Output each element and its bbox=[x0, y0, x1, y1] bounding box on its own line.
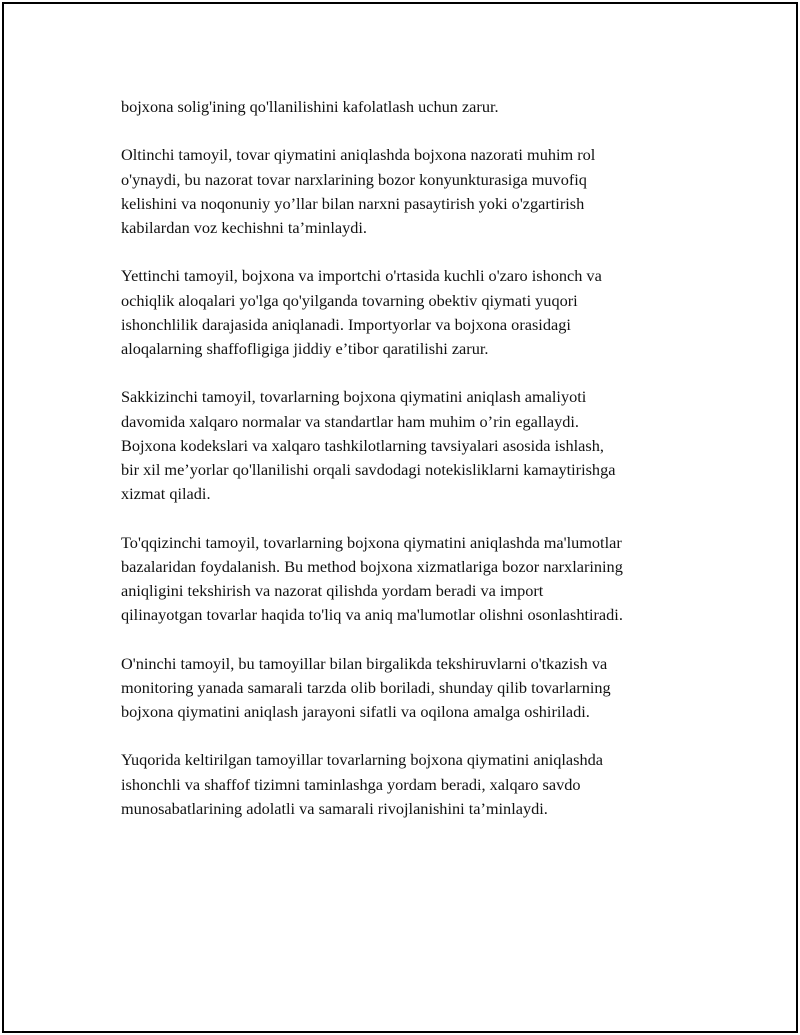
text-line: kabilardan voz kechishni ta’minlaydi. bbox=[121, 218, 367, 237]
paragraph-continuation bbox=[121, 95, 701, 119]
paragraph-principle-10 bbox=[121, 652, 701, 725]
text-line: Yettinchi tamoyil, bojxona va importchi o'rtasida kuchli o'zaro ishonch va bbox=[121, 266, 602, 286]
document-body bbox=[121, 95, 701, 845]
text-line: xizmat qiladi. bbox=[121, 484, 211, 504]
text-line: munosabatlarining adolatli va samarali rivojlanishini ta’minlaydi. bbox=[121, 798, 548, 818]
text-line: davomida xalqaro normalar va standartlar ham muhim o’rin egallaydi. bbox=[121, 411, 579, 431]
paragraph-principle-7 bbox=[121, 264, 701, 361]
text-line: Oltinchi tamoyil, tovar qiymatini aniqlashda bojxona nazorati muhim rol bbox=[121, 145, 596, 165]
text-line: Yuqorida keltirilgan tamoyillar tovarlarning bojxona qiymatini aniqlashda bbox=[121, 750, 603, 770]
text-line: bojxona qiymatini aniqlash jarayoni sifatli va oqilona amalga oshiriladi. bbox=[121, 702, 590, 721]
text-line: kelishini va noqonuniy yo’llar bilan narxni pasaytirish yoki o'zgartirish bbox=[121, 193, 585, 213]
text-line: aniqligini tekshirish va nazorat qilishda yordam beradi va import bbox=[121, 581, 544, 600]
text-line: ishonchlilik darajasida aniqlanadi. Importyorlar va bojxona orasidagi bbox=[121, 314, 571, 334]
text-line: qilinayotgan tovarlar haqida to'liq va aniq ma'lumotlar olishni osonlashtiradi. bbox=[121, 605, 623, 625]
paragraph-principle-6 bbox=[121, 143, 701, 240]
text-line: aloqalarning shaffofligiga jiddiy e’tibor qaratilishi zarur. bbox=[121, 339, 489, 358]
paragraph-principle-8 bbox=[121, 385, 701, 506]
text-line: Sakkizinchi tamoyil, tovarlarning bojxona qiymatini aniqlash amaliyoti bbox=[121, 387, 587, 407]
document-page bbox=[2, 2, 798, 1033]
text-line: monitoring yanada samarali tarzda olib boriladi, shunday qilib tovarlarning bbox=[121, 677, 611, 697]
text-line: To'qqizinchi tamoyil, tovarlarning bojxona qiymatini aniqlashda ma'lumotlar bbox=[121, 532, 622, 552]
paragraph-principle-9 bbox=[121, 531, 701, 628]
text-line: bazalaridan foydalanish. Bu method bojxona xizmatlariga bozor narxlarining bbox=[121, 556, 623, 576]
text-line: o'ynaydi, bu nazorat tovar narxlarining bozor konyunkturasiga muvofiq bbox=[121, 169, 587, 189]
text-line: ochiqlik aloqalari yo'lga qo'yilganda tovarning obektiv qiymati yuqori bbox=[121, 290, 578, 310]
text-line: Bojxona kodekslari va xalqaro tashkilotlarning tavsiyalari asosida ishlash, bbox=[121, 435, 604, 455]
text-line: O'ninchi tamoyil, bu tamoyillar bilan birgalikda tekshiruvlarni o'tkazish va bbox=[121, 653, 608, 673]
text-line: bir xil me’yorlar qo'llanilishi orqali savdodagi notekisliklarni kamaytirishga bbox=[121, 460, 616, 479]
paragraph-conclusion bbox=[121, 748, 701, 821]
text-line: ishonchli va shaffof tizimni taminlashga yordam beradi, xalqaro savdo bbox=[121, 774, 581, 794]
text-line: bojxona solig'ining qo'llanilishini kafolatlash uchun zarur. bbox=[121, 97, 499, 116]
